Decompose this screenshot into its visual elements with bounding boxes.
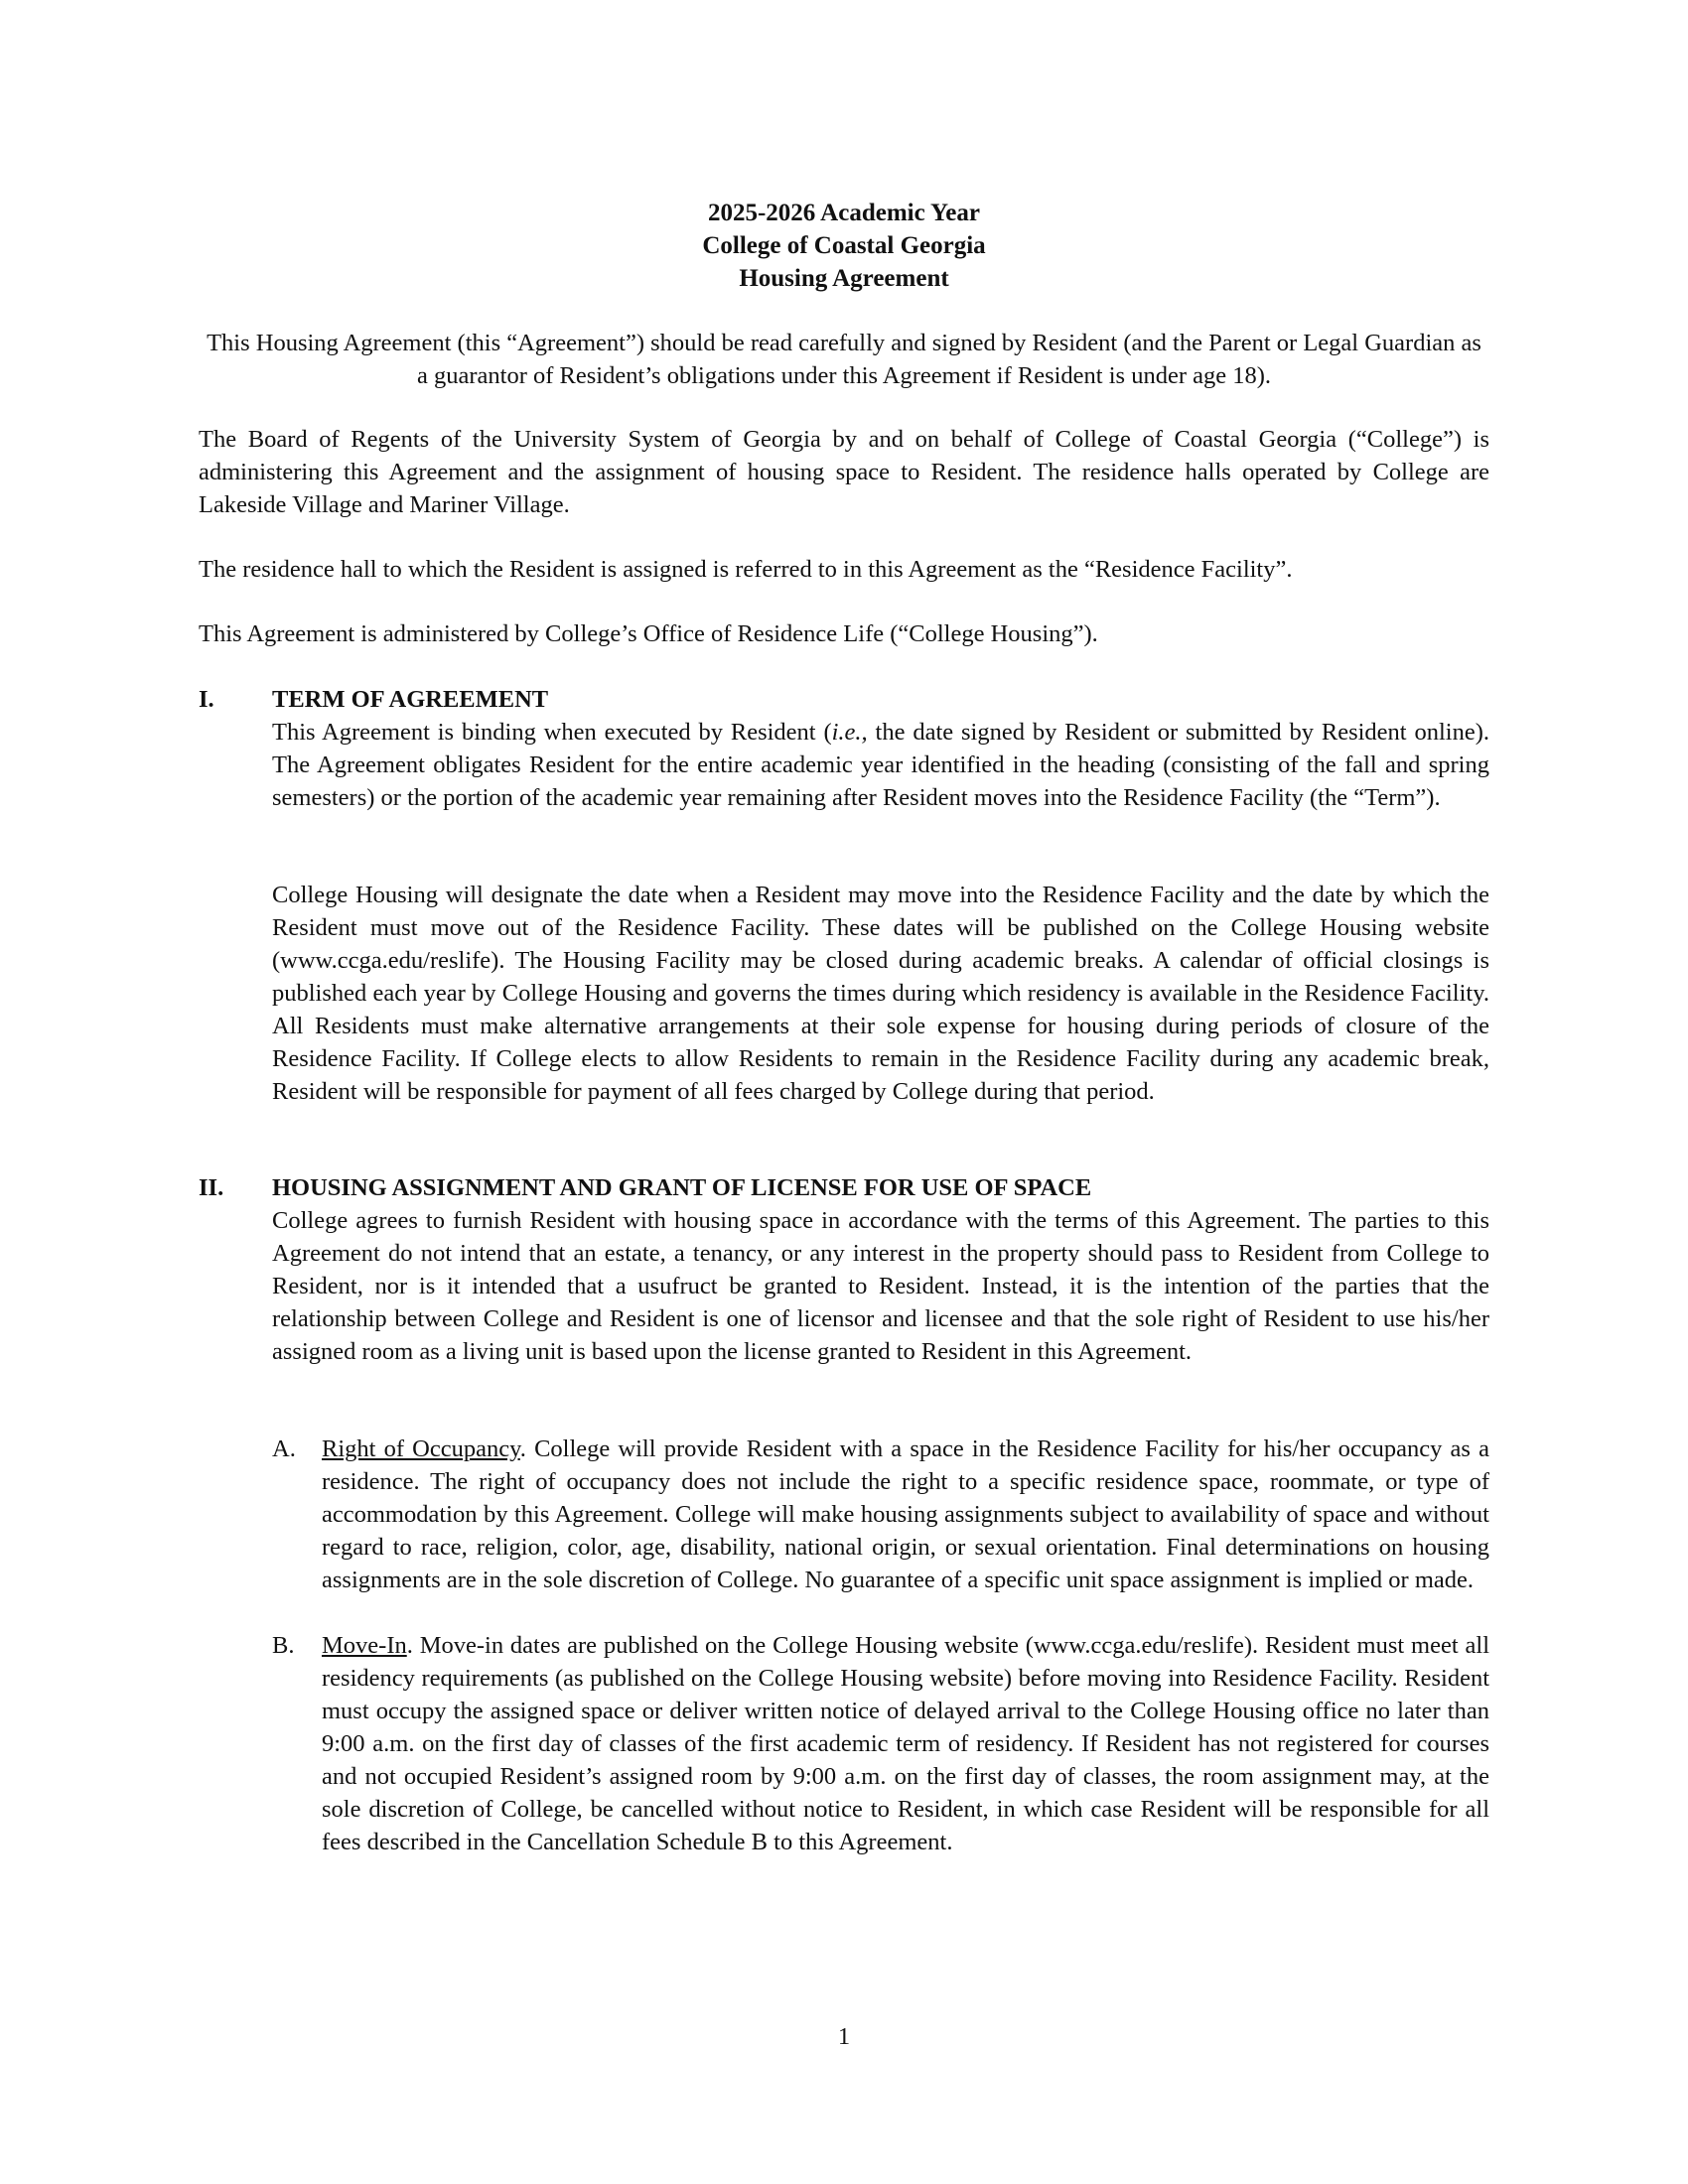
section-i-paragraph-1 — [272, 716, 1489, 814]
subsection-letter: B. — [272, 1632, 295, 1659]
subsection-text: . College will provide Resident with a space in the Residence Facility for his/her occupancy as a residence. The right of occupancy does not include the right to a specific residence space, roommate, or type of accommodation by this Agreement. College will make housing assignments subject to availability of space and without regard to race, religion, color, age, disability, national origin, or sexual orientation. Final determinations on housing assignments are in the sole discretion of College. No guarantee of a specific unit space assignment is implied or made. — [322, 1435, 1489, 1593]
italic-text-run: i.e., — [831, 719, 868, 746]
subsection-body — [322, 1629, 1489, 1858]
section-title: TERM OF AGREEMENT — [272, 686, 549, 713]
section-i-paragraph-2: College Housing will designate the date when a Resident may move into the Residence Facility and the date by which the Resident must move out of the Residence Facility. These dates will be published on the College Housing website (www.ccga.edu/reslife). The Housing Facility may be closed during academic breaks. A calendar of official closings is published each year by College Housing and governs the times during which residency is available in the Residence Facility. All Residents must make alternative arrangements at their sole expense for housing during periods of closure of the Residence Facility. If College elects to allow Residents to remain in the Residence Facility during any academic break, Resident will be responsible for payment of all fees charged by College during that period. — [272, 882, 1489, 1105]
subsection-heading: Right of Occupancy — [322, 1435, 520, 1462]
subsection-letter: A. — [272, 1435, 296, 1462]
subsection-heading: Move-In — [322, 1632, 407, 1659]
subsection-text: . Move-in dates are published on the College Housing website (www.ccga.edu/reslife). Resident must meet all residency requirements (as published on the College Housing website) before moving into Residence Facility. Resident must occupy the assigned space or deliver written notice of delayed arrival to the College Housing office no later than 9:00 a.m. on the first day of classes of the first academic term of residency. If Resident has not registered for courses and not occupied Resident’s assigned room by 9:00 a.m. on the first day of classes, the room assignment may, at the sole discretion of College, be cancelled without notice to Resident, in which case Resident will be responsible for all fees described in the Cancellation Schedule B to this Agreement. — [322, 1632, 1489, 1855]
title-college-name: College of Coastal Georgia — [702, 232, 986, 259]
intro-paragraph-signing: This Housing Agreement (this “Agreement”) should be read carefully and signed by Resident (and the Parent or Legal Guardian as a guarantor of Resident’s obligations under this Agreement if Resident is under age 18). — [207, 330, 1481, 389]
title-agreement-name: Housing Agreement — [739, 265, 949, 292]
text-run: This Agreement is binding when executed by Resident ( — [272, 719, 832, 746]
section-number: I. — [199, 686, 214, 713]
subsection-body — [322, 1433, 1489, 1596]
subsection-move-in — [272, 1629, 1489, 1858]
intro-paragraph-residence-facility: The residence hall to which the Resident is assigned is referred to in this Agreement as the “Residence Facility”. — [199, 556, 1293, 583]
section-number: II. — [199, 1174, 224, 1201]
text-run: the date signed by Resident or submitted by Resident online). The Agreement obligates Resident for the entire academic year identified in the heading (consisting of the fall and spring semesters) or the portion of the academic year remaining after Resident moves into the Residence Facility (the “Term”). — [272, 719, 1489, 811]
subsection-right-of-occupancy — [272, 1433, 1489, 1596]
intro-paragraph-board-of-regents: The Board of Regents of the University System of Georgia by and on behalf of College of Coastal Georgia (“College”) is administering this Agreement and the assignment of housing space to Resident. The residence halls operated by College are Lakeside Village and Mariner Village. — [199, 426, 1489, 518]
section-ii-paragraph-1: College agrees to furnish Resident with housing space in accordance with the terms of this Agreement. The parties to this Agreement do not intend that an estate, a tenancy, or any interest in the property should pass to Resident from College to Resident, nor is it intended that a usufruct be granted to Resident. Instead, it is the intention of the parties that the relationship between College and Resident is one of licensor and licensee and that the sole right of Resident to use his/her assigned room as a living unit is based upon the license granted to Resident in this Agreement. — [272, 1207, 1489, 1365]
title-academic-year: 2025-2026 Academic Year — [707, 200, 980, 226]
document-title — [0, 197, 1688, 295]
page-number: 1 — [837, 2023, 851, 2050]
intro-paragraph-college-housing: This Agreement is administered by College’s Office of Residence Life (“College Housing”). — [199, 620, 1098, 647]
section-title: HOUSING ASSIGNMENT AND GRANT OF LICENSE FOR USE OF SPACE — [272, 1174, 1092, 1201]
